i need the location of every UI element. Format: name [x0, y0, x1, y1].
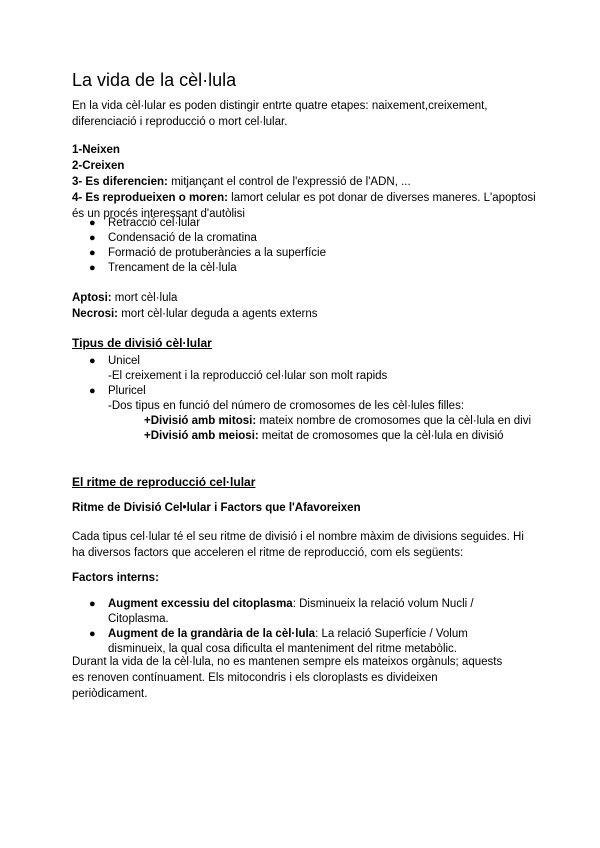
division-types-2 [72, 384, 542, 399]
stage-2 [72, 158, 542, 174]
definition-aptosi [72, 290, 542, 306]
factor-item [72, 597, 527, 627]
pluricel-label: Pluricel [108, 385, 146, 397]
factor-2-label: Augment de la grandària de la cèl·lula [108, 628, 316, 640]
list-item [72, 261, 542, 276]
list-item-unicel [72, 354, 542, 369]
unicel-label: Unicel [108, 355, 140, 367]
stage-2-label: 2-Creixen [72, 160, 125, 172]
factors-list [72, 597, 527, 657]
list-item-text: Retracció cel·lular [108, 217, 201, 229]
meiosi-label: +Divisió amb meiosi: [144, 430, 259, 442]
stage-3-label: 3- Es diferencien: [72, 176, 168, 188]
factor-1-label: Augment excessiu del citoplasma [108, 598, 293, 610]
bullet-icon: ● [89, 247, 96, 259]
list-item [72, 246, 542, 261]
division-list [72, 354, 542, 444]
apoptosis-list [72, 216, 542, 276]
factors-heading: Factors interns: [72, 572, 159, 584]
stage-3 [72, 174, 542, 190]
closing-paragraph: Durant la vida de la cèl·lula, no es mantenen sempre els mateixos orgànuls; aquests es renoven contínuament. Els mitocondris i els cloroplasts es divideixen periòdicament. [72, 656, 503, 700]
factor-2-text: : La relació Superfície / Volum disminueix, la qual cosa dificulta el manteniment del ritme metabòlic. [108, 628, 468, 655]
rhythm-paragraph: Cada tipus cel·lular té el seu ritme de divisió i el nombre màxim de divisions seguides. Hi ha diversos factors que acceleren el ritme de reproducció, com els següents: [72, 531, 524, 559]
stage-1-label: 1-Neixen [72, 144, 120, 156]
factor-1-text: : Disminueix la relació volum Nucli / Citoplasma. [108, 598, 474, 625]
division-types [72, 354, 542, 369]
list-item-text: Formació de protuberàncies a la superfície [108, 247, 326, 259]
meiosi-line [72, 429, 542, 444]
bullet-icon: ● [89, 598, 96, 610]
aptosi-label: Aptosi: [72, 292, 112, 304]
bullet-icon: ● [89, 628, 96, 640]
factor-item [72, 627, 527, 657]
stages-list [72, 142, 542, 222]
bullet-icon: ● [89, 232, 96, 244]
mitosi-label: +Divisió amb mitosi: [144, 415, 257, 427]
bullet-icon: ● [89, 217, 96, 229]
rhythm-heading: El ritme de reproducció cel·lular [72, 475, 256, 489]
intro-paragraph: En la vida cèl·lular es poden distingir entrte quatre etapes: naixement,creixement, diferenciació i reproducció o mort cel·lular. [72, 100, 488, 128]
meiosi-text: meitat de cromosomes que la cèl·lula en divisió [258, 430, 504, 442]
stage-3-text: mitjançant el control de l'expressió de l'ADN, ... [167, 176, 411, 188]
pluricel-description: -Dos tipus en funció del número de cromosomes de les cèl·lules filles: [108, 400, 465, 412]
list-item [72, 231, 542, 246]
aptosi-text: mort cèl·lula [111, 292, 178, 304]
mitosi-line [72, 414, 542, 429]
rhythm-subheading: Ritme de Divisió Cel•lular i Factors que l'Afavoreixen [72, 502, 361, 514]
definition-necrosi [72, 306, 542, 322]
list-item [72, 216, 542, 231]
stage-1 [72, 142, 542, 158]
bullet-icon: ● [89, 355, 96, 367]
list-item-pluricel [72, 384, 542, 399]
necrosi-label: Necrosi: [72, 308, 119, 320]
list-item-text: Trencament de la cèl·lula [108, 262, 237, 274]
mitosi-text: mateix nombre de cromosomes que la cèl·lula en divi [256, 415, 532, 427]
page-title: La vida de la cèl·lula [72, 70, 237, 90]
unicel-description: -El creixement i la reproducció cel·lular son molt rapids [108, 370, 388, 382]
division-heading: Tipus de divisió cèl·lular [72, 336, 212, 350]
definitions [72, 290, 542, 322]
stage-4-label: 4- Es reprodueixen o moren: [72, 192, 228, 204]
stage-4-text: lamort celular es pot donar de diverses maneres. L'apoptosi és un procés interessant d'autòlisi [72, 192, 536, 220]
bullet-icon: ● [89, 385, 96, 397]
bullet-icon: ● [89, 262, 96, 274]
list-item-text: Condensació de la cromatina [108, 232, 257, 244]
necrosi-text: mort cèl·lular deguda a agents externs [118, 308, 318, 320]
